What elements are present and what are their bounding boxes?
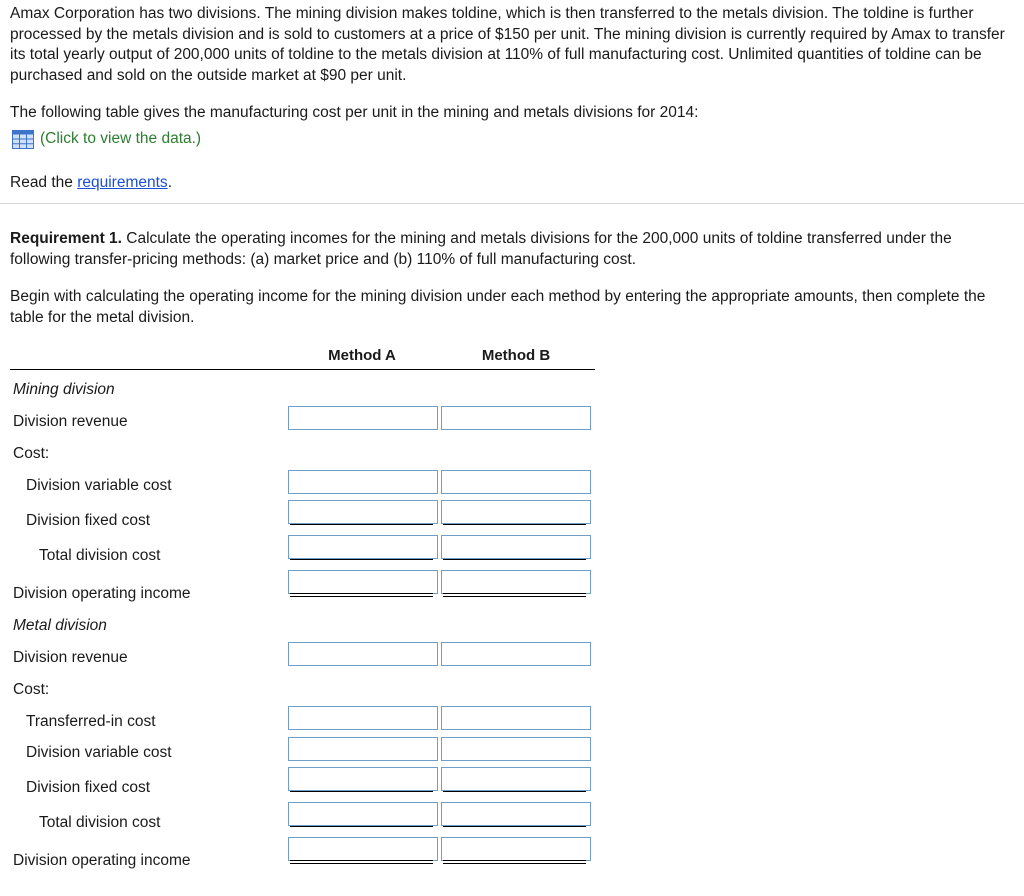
metal-operating-income-label: Division operating income (13, 852, 191, 869)
view-data-link-row[interactable] (12, 128, 201, 150)
metal-fixed-cost-method-a-input[interactable] (288, 767, 438, 791)
underline (443, 559, 586, 560)
mining-operating-income-label: Division operating income (13, 585, 191, 602)
mining-total-cost-label: Total division cost (39, 547, 161, 564)
view-data-link[interactable]: (Click to view the data.) (40, 130, 202, 147)
metal-total-cost-label: Total division cost (39, 814, 161, 831)
underline (443, 791, 586, 792)
metal-revenue-method-a-input[interactable] (288, 642, 438, 666)
metal-variable-cost-method-a-input[interactable] (288, 737, 438, 761)
underline (290, 826, 433, 827)
metal-operating-income-method-b-input[interactable] (441, 837, 591, 861)
underline (290, 559, 433, 560)
mining-fixed-cost-method-a-input[interactable] (288, 500, 438, 524)
mining-cost-label: Cost: (13, 445, 50, 462)
mining-total-cost-method-b-input[interactable] (441, 535, 591, 559)
mining-revenue-method-b-input[interactable] (441, 406, 591, 430)
mining-revenue-method-a-input[interactable] (288, 406, 438, 430)
read-requirements (10, 173, 172, 193)
mining-fixed-cost-label: Division fixed cost (26, 512, 151, 529)
mining-variable-cost-method-b-input[interactable] (441, 470, 591, 494)
problem-statement: Amax Corporation has two divisions. The mining division makes toldine, which is then transferred to the metals division. The toldine is further processed by the metals division and is sold to customers at a price of $150 per unit. The mining division is currently required by Amax to transfer its total yearly output of 200,000 units of toldine to the metals division at 110% of full manufacturing cost. Unlimited quantities of toldine can be purchased and sold on the outside market at $90 per unit. (10, 5, 1005, 84)
section-divider (0, 203, 1024, 204)
requirement-1 (10, 229, 1014, 270)
requirement-text: Calculate the operating incomes for the mining and metals divisions for the 200,000 units of toldine transferred under the following transfer-pricing methods: (a) market price and (b) 110% of full manufacturing cost. (10, 230, 952, 268)
mining-variable-cost-method-a-input[interactable] (288, 470, 438, 494)
mining-total-cost-method-a-input[interactable] (288, 535, 438, 559)
double-underline (443, 593, 586, 597)
double-underline (290, 593, 433, 597)
metal-total-cost-method-b-input[interactable] (441, 802, 591, 826)
mining-operating-income-method-a-input[interactable] (288, 570, 438, 594)
mining-fixed-cost-method-b-input[interactable] (441, 500, 591, 524)
metal-operating-income-method-a-input[interactable] (288, 837, 438, 861)
data-table-icon[interactable] (12, 130, 34, 149)
metal-transferred-in-cost-label: Transferred-in cost (26, 713, 156, 730)
metal-cost-label: Cost: (13, 681, 50, 698)
method-a-header: Method A (328, 347, 396, 364)
metal-total-cost-method-a-input[interactable] (288, 802, 438, 826)
mining-division-title: Mining division (13, 381, 115, 398)
requirements-link[interactable]: requirements (77, 174, 168, 191)
metal-fixed-cost-method-b-input[interactable] (441, 767, 591, 791)
metal-revenue-label: Division revenue (13, 649, 128, 666)
read-suffix: . (167, 174, 172, 191)
metal-fixed-cost-label: Division fixed cost (26, 779, 151, 796)
metal-division-title: Metal division (13, 617, 107, 634)
underline (443, 524, 586, 525)
underline (290, 524, 433, 525)
mining-revenue-label: Division revenue (13, 413, 128, 430)
mining-variable-cost-label: Division variable cost (26, 477, 172, 494)
header-rule (10, 369, 595, 370)
metal-revenue-method-b-input[interactable] (441, 642, 591, 666)
instructions: Begin with calculating the operating income for the mining division under each method by entering the appropriate amounts, then complete the table for the metal division. (10, 288, 986, 326)
double-underline (443, 860, 586, 864)
method-b-header: Method B (481, 347, 551, 364)
metal-transferred-in-cost-method-a-input[interactable] (288, 706, 438, 730)
metal-transferred-in-cost-method-b-input[interactable] (441, 706, 591, 730)
underline (443, 826, 586, 827)
read-prefix: Read the (10, 174, 78, 191)
data-table-intro: The following table gives the manufacturing cost per unit in the mining and metals divisions for 2014: (10, 104, 699, 121)
double-underline (290, 860, 433, 864)
metal-variable-cost-label: Division variable cost (26, 744, 172, 761)
metal-variable-cost-method-b-input[interactable] (441, 737, 591, 761)
requirement-label: Requirement 1. (10, 230, 122, 247)
underline (290, 791, 433, 792)
mining-operating-income-method-b-input[interactable] (441, 570, 591, 594)
